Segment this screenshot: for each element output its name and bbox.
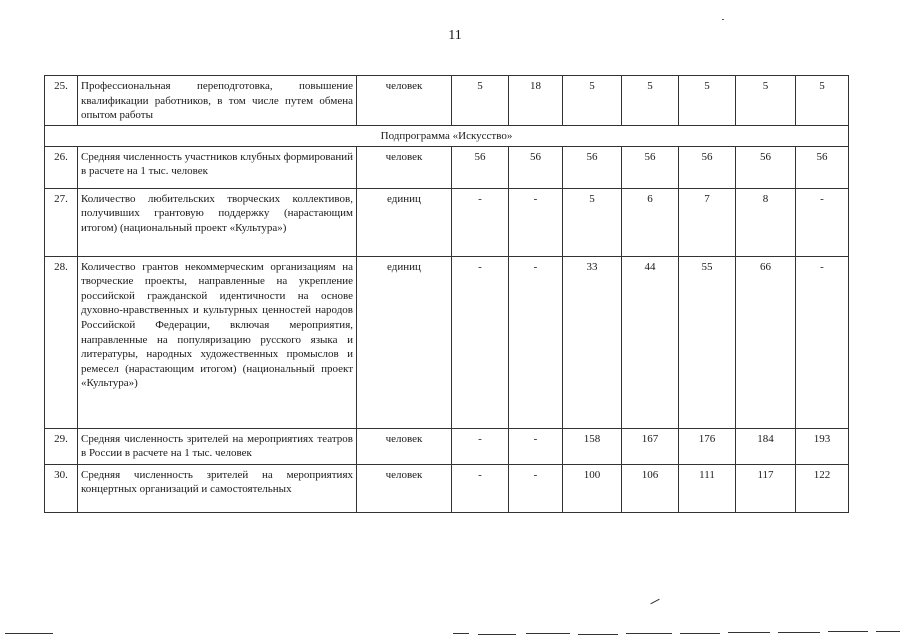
value-cell: 122 [796, 464, 849, 512]
indicator-name: Средняя численность участников клубных формирований в расчете на 1 тыс. человек [78, 146, 357, 188]
indicator-table [44, 75, 849, 513]
value-cell: 100 [563, 464, 622, 512]
value-cell: 5 [622, 76, 679, 126]
scan-line [828, 631, 868, 632]
page-number: 11 [448, 28, 462, 43]
value-cell: 56 [796, 146, 849, 188]
value-cell: - [452, 188, 509, 256]
value-cell: - [452, 428, 509, 464]
value-cell: 5 [679, 76, 736, 126]
value-cell: 7 [679, 188, 736, 256]
value-cell: - [509, 256, 563, 428]
value-cell: 117 [736, 464, 796, 512]
value-cell: 5 [563, 188, 622, 256]
scan-line [778, 632, 820, 633]
subprogram-heading: Подпрограмма «Искусство» [45, 126, 849, 147]
value-cell: - [509, 188, 563, 256]
value-cell: - [796, 256, 849, 428]
value-cell: 33 [563, 256, 622, 428]
value-cell: 111 [679, 464, 736, 512]
scan-line [728, 632, 770, 633]
indicator-name: Средняя численность зрителей на мероприятиях театров в России в расчете на 1 тыс. человек [78, 428, 357, 464]
row-number: 30. [45, 464, 78, 512]
scan-line [578, 634, 618, 635]
table-row [45, 428, 849, 464]
table-row [45, 188, 849, 256]
value-cell: 6 [622, 188, 679, 256]
value-cell: 56 [736, 146, 796, 188]
scan-line [626, 633, 672, 634]
indicator-name: Количество грантов некоммерческим организациям на творческие проекты, направленные на укрепление российской гражданской идентичности на основе духовно-нравственных и культурных ценностей народов Российской Федерации, включая мероприятия, направленные на популяризацию русского языка и литературы, народных художественных промыслов и ремесел (нарастающим итогом) (национальный проект «Культура») [78, 256, 357, 428]
scan-line [526, 633, 570, 634]
row-number: 27. [45, 188, 78, 256]
value-cell: 176 [679, 428, 736, 464]
value-cell: 56 [563, 146, 622, 188]
table-row [45, 256, 849, 428]
row-number: 28. [45, 256, 78, 428]
value-cell: 167 [622, 428, 679, 464]
unit-cell: человек [357, 428, 452, 464]
value-cell: 184 [736, 428, 796, 464]
value-cell: - [796, 188, 849, 256]
value-cell: 55 [679, 256, 736, 428]
value-cell: 66 [736, 256, 796, 428]
indicator-name: Количество любительских творческих коллективов, получивших грантовую поддержку (нарастающим итогом) (национальный проект «Культура») [78, 188, 357, 256]
value-cell: 193 [796, 428, 849, 464]
scan-line [453, 633, 469, 634]
table-row [45, 76, 849, 126]
value-cell: - [509, 464, 563, 512]
value-cell: - [452, 464, 509, 512]
indicator-name: Профессиональная переподготовка, повышение квалификации работников, в том числе путем обмена опытом работы [78, 76, 357, 126]
unit-cell: человек [357, 464, 452, 512]
value-cell: 56 [622, 146, 679, 188]
unit-cell: человек [357, 146, 452, 188]
value-cell: 5 [796, 76, 849, 126]
value-cell: 5 [563, 76, 622, 126]
value-cell: 158 [563, 428, 622, 464]
value-cell: 56 [452, 146, 509, 188]
value-cell: - [509, 428, 563, 464]
value-cell: 5 [452, 76, 509, 126]
value-cell: 106 [622, 464, 679, 512]
value-cell: 56 [509, 146, 563, 188]
row-number: 26. [45, 146, 78, 188]
scan-speck [722, 19, 724, 20]
subprogram-heading-row [45, 126, 849, 147]
unit-cell: единиц [357, 188, 452, 256]
value-cell: 8 [736, 188, 796, 256]
value-cell: 5 [736, 76, 796, 126]
table-row [45, 464, 849, 512]
value-cell: - [452, 256, 509, 428]
unit-cell: человек [357, 76, 452, 126]
table-row [45, 146, 849, 188]
scan-line [680, 633, 720, 634]
value-cell: 18 [509, 76, 563, 126]
value-cell: 56 [679, 146, 736, 188]
value-cell: 44 [622, 256, 679, 428]
scan-line [876, 631, 900, 632]
row-number: 29. [45, 428, 78, 464]
scan-line [478, 634, 516, 635]
row-number: 25. [45, 76, 78, 126]
scan-mark [650, 599, 659, 605]
scan-line [5, 633, 53, 634]
unit-cell: единиц [357, 256, 452, 428]
indicator-name: Средняя численность зрителей на мероприятиях концертных организаций и самостоятельных [78, 464, 357, 512]
